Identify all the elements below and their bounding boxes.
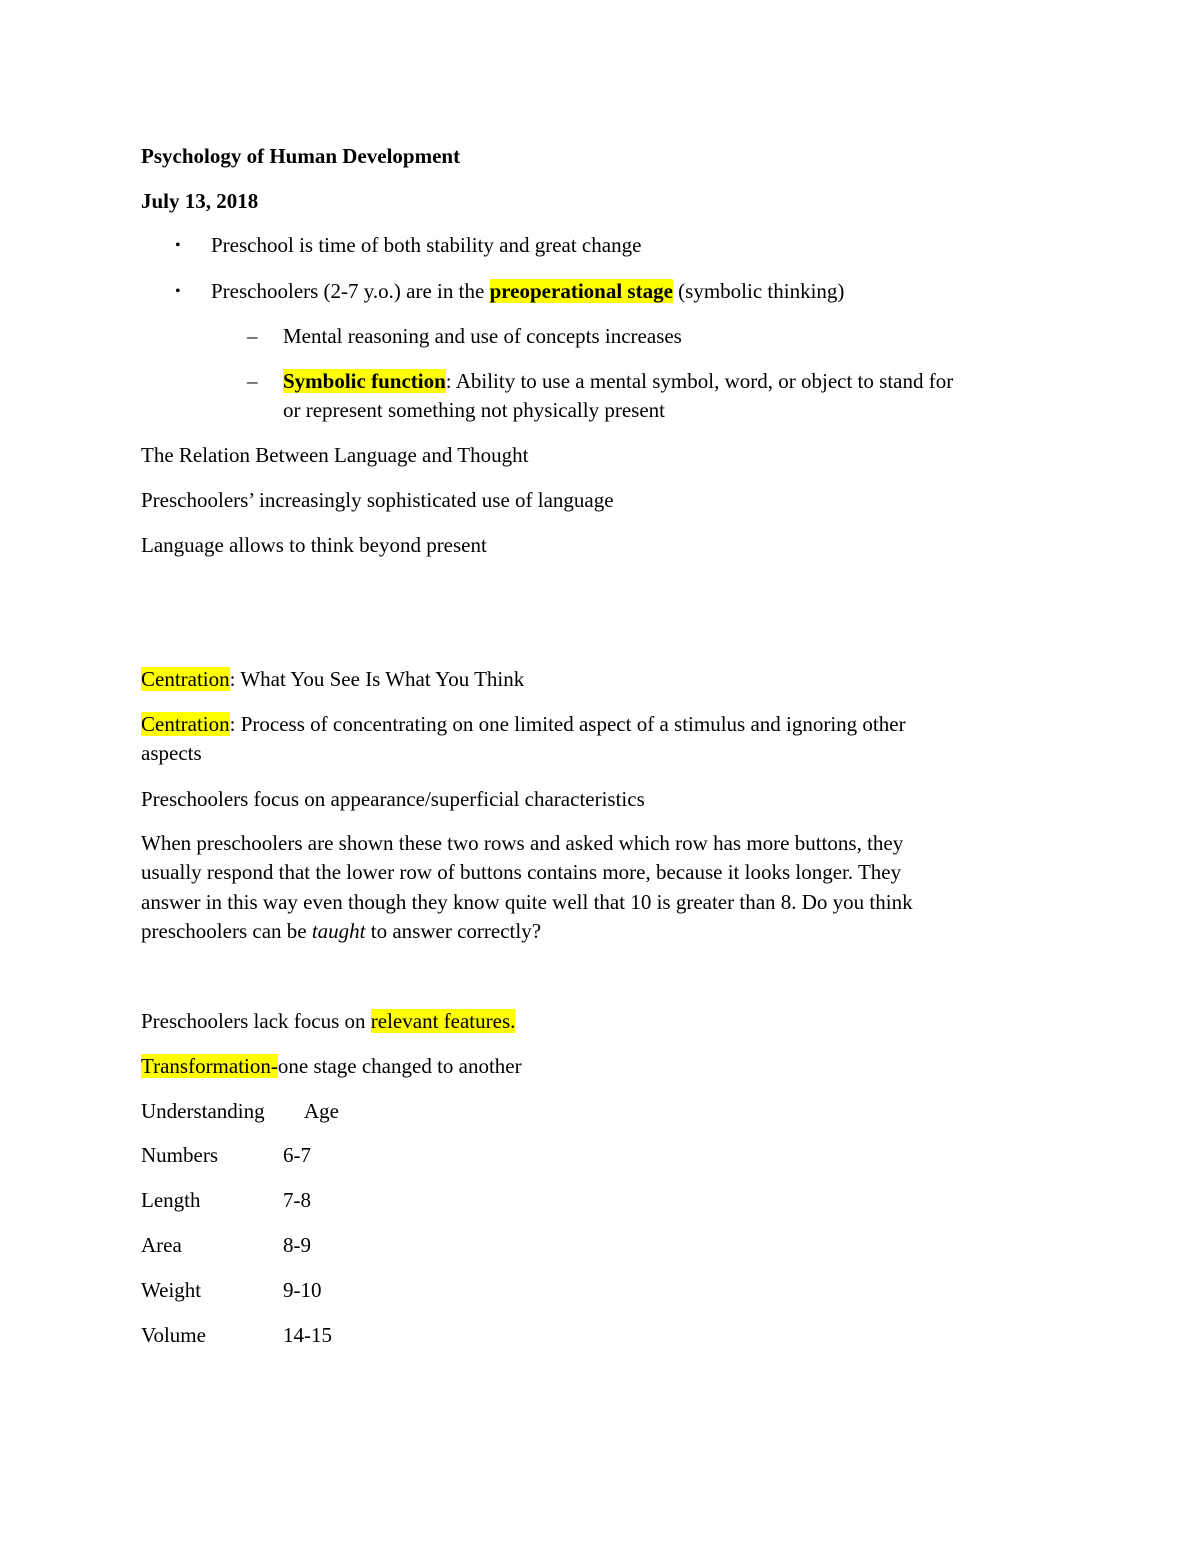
table-row-age: 9-10 — [283, 1278, 322, 1302]
line4-pre: preschoolers can be — [141, 919, 312, 943]
table-row-label: Numbers — [141, 1143, 218, 1167]
paragraph-language-thought: The Relation Between Language and Thought — [141, 443, 529, 467]
paragraph-buttons-line1: When preschoolers are shown these two rows and asked which row has more buttons, they — [141, 831, 904, 855]
document-title: Psychology of Human Development — [141, 144, 461, 168]
symbolic-function-highlight: Symbolic function — [283, 369, 446, 393]
sub-item-2 — [283, 367, 953, 396]
centration-highlight: Centration — [141, 667, 230, 691]
table-row-label: Weight — [141, 1278, 202, 1302]
table-row-label: Area — [141, 1233, 182, 1257]
centration-highlight: Centration — [141, 712, 230, 736]
relevant-features-highlight: relevant features. — [370, 1009, 516, 1033]
bullet-icon: • — [175, 237, 181, 254]
paragraph-language-beyond: Language allows to think beyond present — [141, 533, 487, 557]
table-header-age: Age — [304, 1099, 339, 1123]
centration-definition-line1: : Process of concentrating on one limited aspect of a stimulus and ignoring other — [229, 712, 906, 736]
paragraph-buttons-line4 — [141, 917, 541, 946]
table-row-age: 7-8 — [283, 1188, 311, 1212]
table-row-age: 14-15 — [283, 1323, 332, 1347]
bullet-item-2-post: (symbolic thinking) — [672, 279, 845, 303]
transformation-highlight: Transformation- — [141, 1054, 278, 1078]
bullet-item-2-pre: Preschoolers (2-7 y.o.) are in the — [211, 279, 490, 303]
table-row-age: 8-9 — [283, 1233, 311, 1257]
taught-emphasis: taught — [311, 919, 366, 943]
sub-item-2-line2: or represent something not physically present — [283, 398, 665, 422]
preoperational-stage-highlight: preoperational stage — [489, 279, 673, 303]
table-row-label: Volume — [141, 1323, 206, 1347]
paragraph-transformation — [141, 1052, 522, 1081]
paragraph-appearance: Preschoolers focus on appearance/superficial characteristics — [141, 787, 645, 811]
bullet-item-1: Preschool is time of both stability and great change — [211, 233, 642, 257]
paragraph-relevant-features — [141, 1007, 515, 1036]
paragraph-buttons-line3: answer in this way even though they know quite well that 10 is greater than 8. Do you think — [141, 890, 913, 914]
dash-bullet-icon: – — [247, 324, 258, 348]
transformation-rest: one stage changed to another — [277, 1054, 522, 1078]
sub-item-2-line1: : Ability to use a mental symbol, word, or object to stand for — [445, 369, 954, 393]
centration-definition-line2: aspects — [141, 741, 202, 765]
document-date: July 13, 2018 — [141, 189, 259, 213]
table-header-understanding: Understanding — [141, 1099, 265, 1123]
paragraph-buttons-line2: usually respond that the lower row of buttons contains more, because it looks longer. They — [141, 860, 902, 884]
bullet-icon: • — [175, 283, 181, 300]
paragraph-language-use: Preschoolers’ increasingly sophisticated use of language — [141, 488, 614, 512]
centration-heading — [141, 665, 524, 694]
table-row-label: Length — [141, 1188, 201, 1212]
relevant-features-pre: Preschoolers lack focus on — [141, 1009, 371, 1033]
centration-heading-rest: : What You See Is What You Think — [229, 667, 525, 691]
table-row-age: 6-7 — [283, 1143, 311, 1167]
line4-post: to answer correctly? — [365, 919, 542, 943]
sub-item-1: Mental reasoning and use of concepts increases — [283, 324, 682, 348]
dash-bullet-icon: – — [247, 369, 258, 393]
centration-definition — [141, 710, 906, 739]
bullet-item-2 — [211, 277, 844, 306]
